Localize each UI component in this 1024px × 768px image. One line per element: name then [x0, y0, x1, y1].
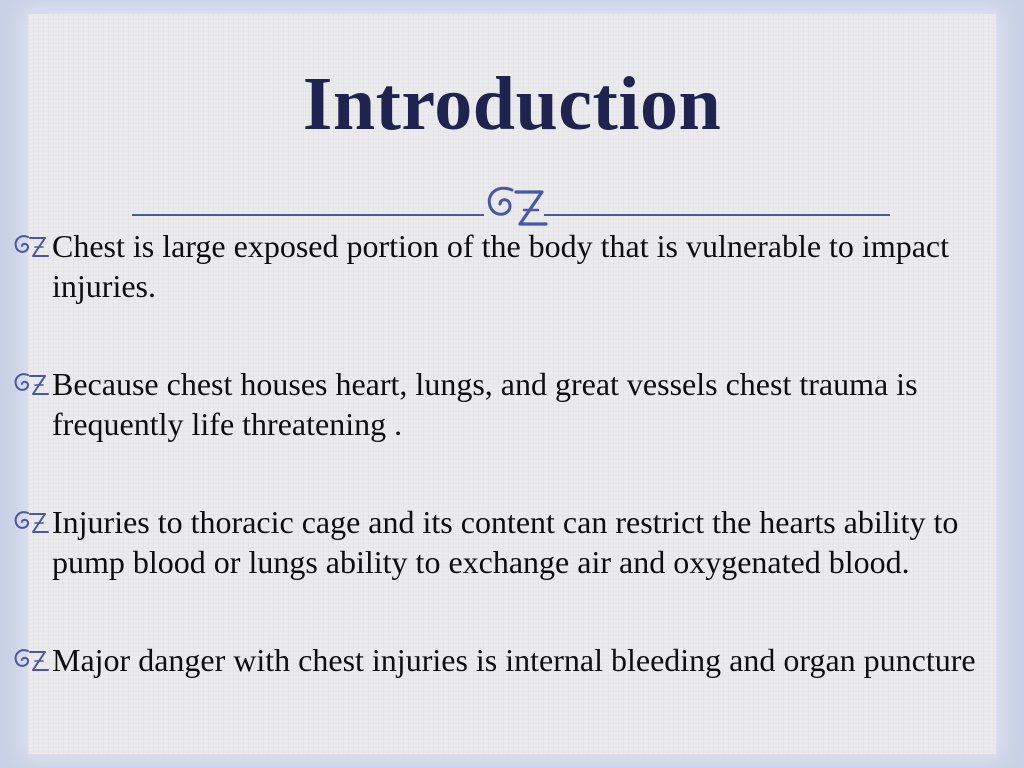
curl-bullet-icon: [12, 645, 50, 675]
slide-title: Introduction: [302, 62, 722, 146]
title-divider-left: [132, 214, 484, 216]
curl-bullet-icon: [12, 507, 50, 537]
bullet-item: [12, 640, 1002, 680]
bullet-text: Chest is large exposed portion of the body that is vulnerable to impact injuries.: [52, 228, 949, 304]
bullet-text: Major danger with chest injuries is internal bleeding and organ puncture: [52, 642, 976, 678]
bullet-text: Injuries to thoracic cage and its content can restrict the hearts ability to pump blood or lungs ability to exchange air and oxygenated blood.: [52, 504, 959, 580]
bullet-text: Because chest houses heart, lungs, and great vessels chest trauma is frequently life threatening .: [52, 366, 918, 442]
bullet-item: [12, 502, 1002, 582]
curl-bullet-icon: [12, 231, 50, 261]
bullet-item: [12, 226, 1002, 306]
curl-bullet-icon: [12, 369, 50, 399]
title-divider-right: [544, 214, 890, 216]
bullet-list: [12, 226, 1002, 738]
bullet-item: [12, 364, 1002, 444]
